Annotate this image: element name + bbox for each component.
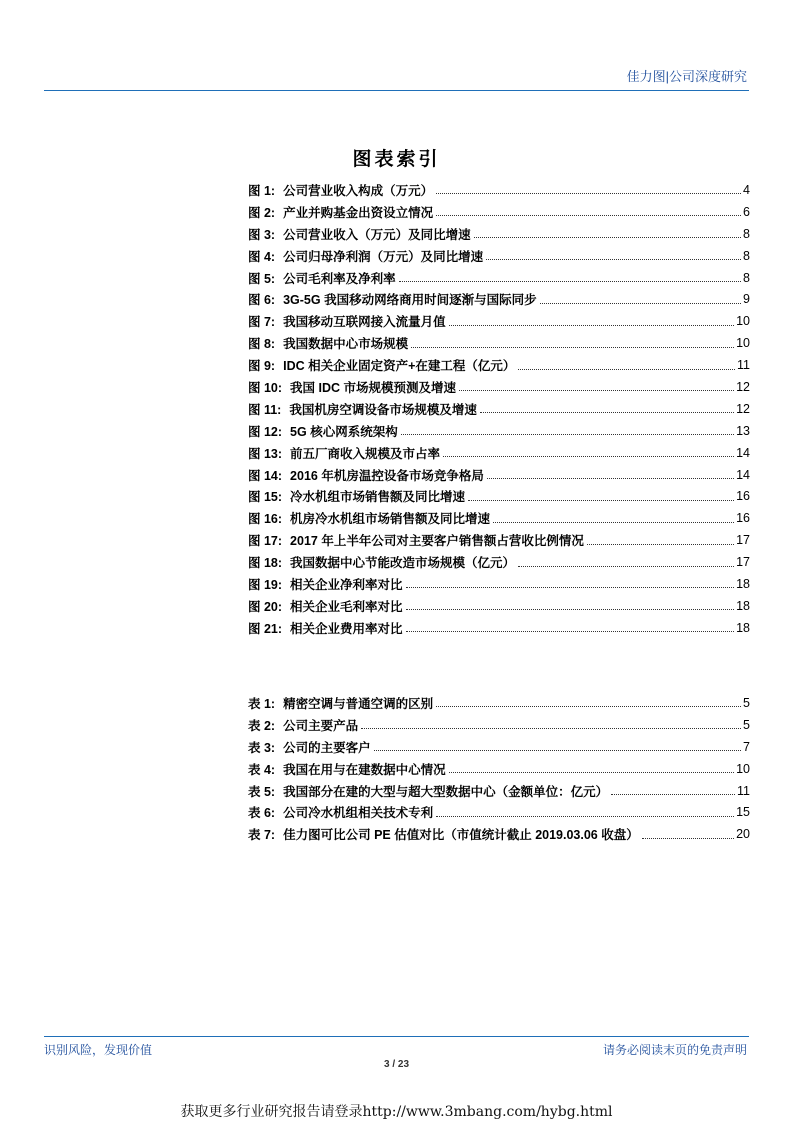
table-entry-label: 表 2: xyxy=(248,718,276,733)
dot-leader xyxy=(374,750,741,751)
watermark-text: 获取更多行业研究报告请登录http://www.3mbang.com/hybg.html xyxy=(180,1104,613,1120)
figure-entry-page: 13 xyxy=(736,423,750,438)
table-index-list xyxy=(248,692,750,845)
table-entry-page: 15 xyxy=(736,805,750,820)
figure-entry-page: 9 xyxy=(743,292,750,307)
dot-leader xyxy=(406,631,735,632)
figure-entry-page: 17 xyxy=(736,533,750,548)
figure-entry[interactable] xyxy=(248,464,750,486)
figure-entry-label: 图 6: xyxy=(248,293,276,308)
dot-leader xyxy=(411,347,734,348)
figure-entry-page: 14 xyxy=(736,445,750,460)
figure-entry[interactable] xyxy=(248,485,750,507)
figure-entry-page: 14 xyxy=(736,467,750,482)
figure-entry-title: 产业并购基金出资设立情况 xyxy=(283,205,434,220)
dot-leader xyxy=(487,478,734,479)
dot-leader xyxy=(449,772,734,773)
figure-entry[interactable] xyxy=(248,420,750,442)
figure-entry[interactable] xyxy=(248,245,750,267)
dot-leader xyxy=(459,390,734,391)
dot-leader xyxy=(406,587,735,588)
table-entry[interactable] xyxy=(248,736,750,758)
figure-entry[interactable] xyxy=(248,595,750,617)
table-entry[interactable] xyxy=(248,692,750,714)
footer-slogan: 识别风险，发现价值 xyxy=(44,1043,153,1057)
dot-leader xyxy=(474,237,741,238)
dot-leader xyxy=(540,303,741,304)
figure-entry-label: 图 14: xyxy=(248,468,283,483)
figure-entry-label: 图 2: xyxy=(248,205,276,220)
figure-entry-page: 18 xyxy=(736,576,750,591)
table-entry-label: 表 6: xyxy=(248,806,276,821)
table-entry[interactable] xyxy=(248,714,750,736)
table-entry-title: 精密空调与普通空调的区别 xyxy=(283,696,434,711)
figure-entry[interactable] xyxy=(248,288,750,310)
dot-leader xyxy=(611,794,735,795)
header-brand: 佳力图|公司深度研究 xyxy=(626,69,747,84)
figure-entry-page: 17 xyxy=(736,555,750,570)
figure-entry-label: 图 11: xyxy=(248,402,282,417)
page-number: 3 / 23 xyxy=(383,1059,410,1070)
figure-entry-page: 8 xyxy=(743,270,750,285)
dot-leader xyxy=(361,728,741,729)
figure-entry-title: 公司营业收入（万元）及同比增速 xyxy=(283,227,471,242)
figure-entry-title: 相关企业毛利率对比 xyxy=(290,599,403,614)
dot-leader xyxy=(493,522,734,523)
figure-entry-title: 我国移动互联网接入流量月值 xyxy=(283,315,446,330)
figure-entry-label: 图 10: xyxy=(248,380,283,395)
table-entry-title: 我国在用与在建数据中心情况 xyxy=(283,762,446,777)
dot-leader xyxy=(518,369,735,370)
dot-leader xyxy=(480,412,734,413)
figure-entry-title: 我国 IDC 市场规模预测及增速 xyxy=(290,380,457,395)
figure-entry-label: 图 1: xyxy=(248,183,276,198)
figure-entry-label: 图 20: xyxy=(248,599,283,614)
dot-leader xyxy=(406,609,735,610)
figure-entry[interactable] xyxy=(248,179,750,201)
figure-entry-page: 10 xyxy=(736,314,750,329)
figure-entry-label: 图 9: xyxy=(248,359,276,374)
table-entry-label: 表 7: xyxy=(248,828,276,843)
figure-entry-label: 图 3: xyxy=(248,227,276,242)
figure-entry-title: 5G 核心网系统架构 xyxy=(290,424,398,439)
figure-entry-title: 机房冷水机组市场销售额及同比增速 xyxy=(290,512,491,527)
figure-entry-title: 3G-5G 我国移动网络商用时间逐渐与国际同步 xyxy=(283,293,537,308)
figure-entry-title: IDC 相关企业固定资产+在建工程（亿元） xyxy=(283,359,516,374)
table-entry-label: 表 3: xyxy=(248,740,276,755)
table-entry-page: 11 xyxy=(737,783,750,798)
dot-leader xyxy=(587,544,734,545)
figure-entry-title: 2017 年上半年公司对主要客户销售额占营收比例情况 xyxy=(290,534,584,549)
table-entry-title: 公司的主要客户 xyxy=(283,740,371,755)
dot-leader xyxy=(436,816,734,817)
figure-entry-page: 16 xyxy=(736,511,750,526)
figure-entry-title: 相关企业净利率对比 xyxy=(290,577,403,592)
figure-entry[interactable] xyxy=(248,376,750,398)
dot-leader xyxy=(436,193,741,194)
table-entry[interactable] xyxy=(248,801,750,823)
figure-entry-page: 8 xyxy=(743,248,750,263)
figure-entry[interactable] xyxy=(248,551,750,573)
figure-entry-label: 图 4: xyxy=(248,249,276,264)
table-entry-title: 公司冷水机组相关技术专利 xyxy=(283,806,434,821)
figure-entry-title: 我国数据中心节能改造市场规模（亿元） xyxy=(290,556,516,571)
figure-entry-title: 公司归母净利润（万元）及同比增速 xyxy=(283,249,484,264)
figure-entry[interactable] xyxy=(248,507,750,529)
figure-entry[interactable] xyxy=(248,398,750,420)
figure-entry-label: 图 7: xyxy=(248,315,276,330)
figure-entry-label: 图 17: xyxy=(248,534,283,549)
figure-entry-label: 图 15: xyxy=(248,490,283,505)
figure-entry-label: 图 8: xyxy=(248,337,276,352)
figure-entry[interactable] xyxy=(248,267,750,289)
figure-entry[interactable] xyxy=(248,201,750,223)
dot-leader xyxy=(449,325,734,326)
footer-divider xyxy=(44,1036,749,1037)
header-divider xyxy=(44,90,749,91)
figure-entry-page: 16 xyxy=(736,489,750,504)
table-entry-page: 7 xyxy=(743,739,750,754)
figure-entry[interactable] xyxy=(248,529,750,551)
figure-entry[interactable] xyxy=(248,332,750,354)
table-entry-page: 10 xyxy=(736,761,750,776)
figure-entry-title: 公司营业收入构成（万元） xyxy=(283,183,434,198)
figure-entry-title: 冷水机组市场销售额及同比增速 xyxy=(290,490,466,505)
figure-entry-title: 前五厂商收入规模及市占率 xyxy=(290,446,441,461)
table-entry-title: 佳力图可比公司 PE 估值对比（市值统计截止 2019.03.06 收盘） xyxy=(283,828,639,843)
figure-entry-page: 18 xyxy=(736,620,750,635)
table-entry[interactable] xyxy=(248,823,750,845)
figure-entry-label: 图 19: xyxy=(248,577,283,592)
dot-leader xyxy=(436,215,741,216)
figure-entry-page: 8 xyxy=(743,226,750,241)
table-entry-label: 表 4: xyxy=(248,762,276,777)
dot-leader xyxy=(518,566,734,567)
figure-entry-label: 图 18: xyxy=(248,556,283,571)
figure-entry-title: 我国数据中心市场规模 xyxy=(283,337,409,352)
figure-entry-page: 12 xyxy=(736,379,750,394)
figure-entry-label: 图 21: xyxy=(248,621,283,636)
figure-entry-title: 公司毛利率及净利率 xyxy=(283,271,396,286)
table-entry-title: 公司主要产品 xyxy=(283,718,359,733)
figure-entry[interactable] xyxy=(248,310,750,332)
figure-entry-label: 图 5: xyxy=(248,271,276,286)
dot-leader xyxy=(486,259,741,260)
figure-entry-label: 图 16: xyxy=(248,512,283,527)
dot-leader xyxy=(399,281,741,282)
figure-entry[interactable] xyxy=(248,223,750,245)
table-entry-page: 5 xyxy=(743,695,750,710)
figure-entry-title: 2016 年机房温控设备市场竞争格局 xyxy=(290,468,484,483)
index-title: 图表索引 xyxy=(352,148,441,170)
figure-entry-page: 11 xyxy=(737,358,750,373)
dot-leader xyxy=(436,706,741,707)
figure-entry-page: 12 xyxy=(736,401,750,416)
dot-leader xyxy=(443,456,734,457)
figure-entry[interactable] xyxy=(248,442,750,464)
dot-leader xyxy=(401,434,734,435)
figure-entry[interactable] xyxy=(248,354,750,376)
table-entry-title: 我国部分在建的大型与超大型数据中心（金额单位：亿元） xyxy=(283,784,609,799)
figure-entry-page: 6 xyxy=(743,204,750,219)
table-entry-page: 5 xyxy=(743,717,750,732)
table-entry-page: 20 xyxy=(736,827,750,842)
figure-entry-page: 10 xyxy=(736,336,750,351)
figure-entry-label: 图 12: xyxy=(248,424,283,439)
table-entry[interactable] xyxy=(248,780,750,802)
table-entry-label: 表 5: xyxy=(248,784,276,799)
footer-disclaimer-link: 请务必阅读末页的免责声明 xyxy=(602,1043,747,1057)
figure-index-list xyxy=(248,179,750,639)
figure-entry-page: 18 xyxy=(736,598,750,613)
table-entry-label: 表 1: xyxy=(248,696,276,711)
dot-leader xyxy=(642,838,734,839)
figure-entry-title: 我国机房空调设备市场规模及增速 xyxy=(289,402,477,417)
figure-entry-title: 相关企业费用率对比 xyxy=(290,621,403,636)
dot-leader xyxy=(468,500,734,501)
figure-entry[interactable] xyxy=(248,617,750,639)
table-entry[interactable] xyxy=(248,758,750,780)
figure-entry-label: 图 13: xyxy=(248,446,283,461)
figure-entry[interactable] xyxy=(248,573,750,595)
figure-entry-page: 4 xyxy=(743,182,750,197)
